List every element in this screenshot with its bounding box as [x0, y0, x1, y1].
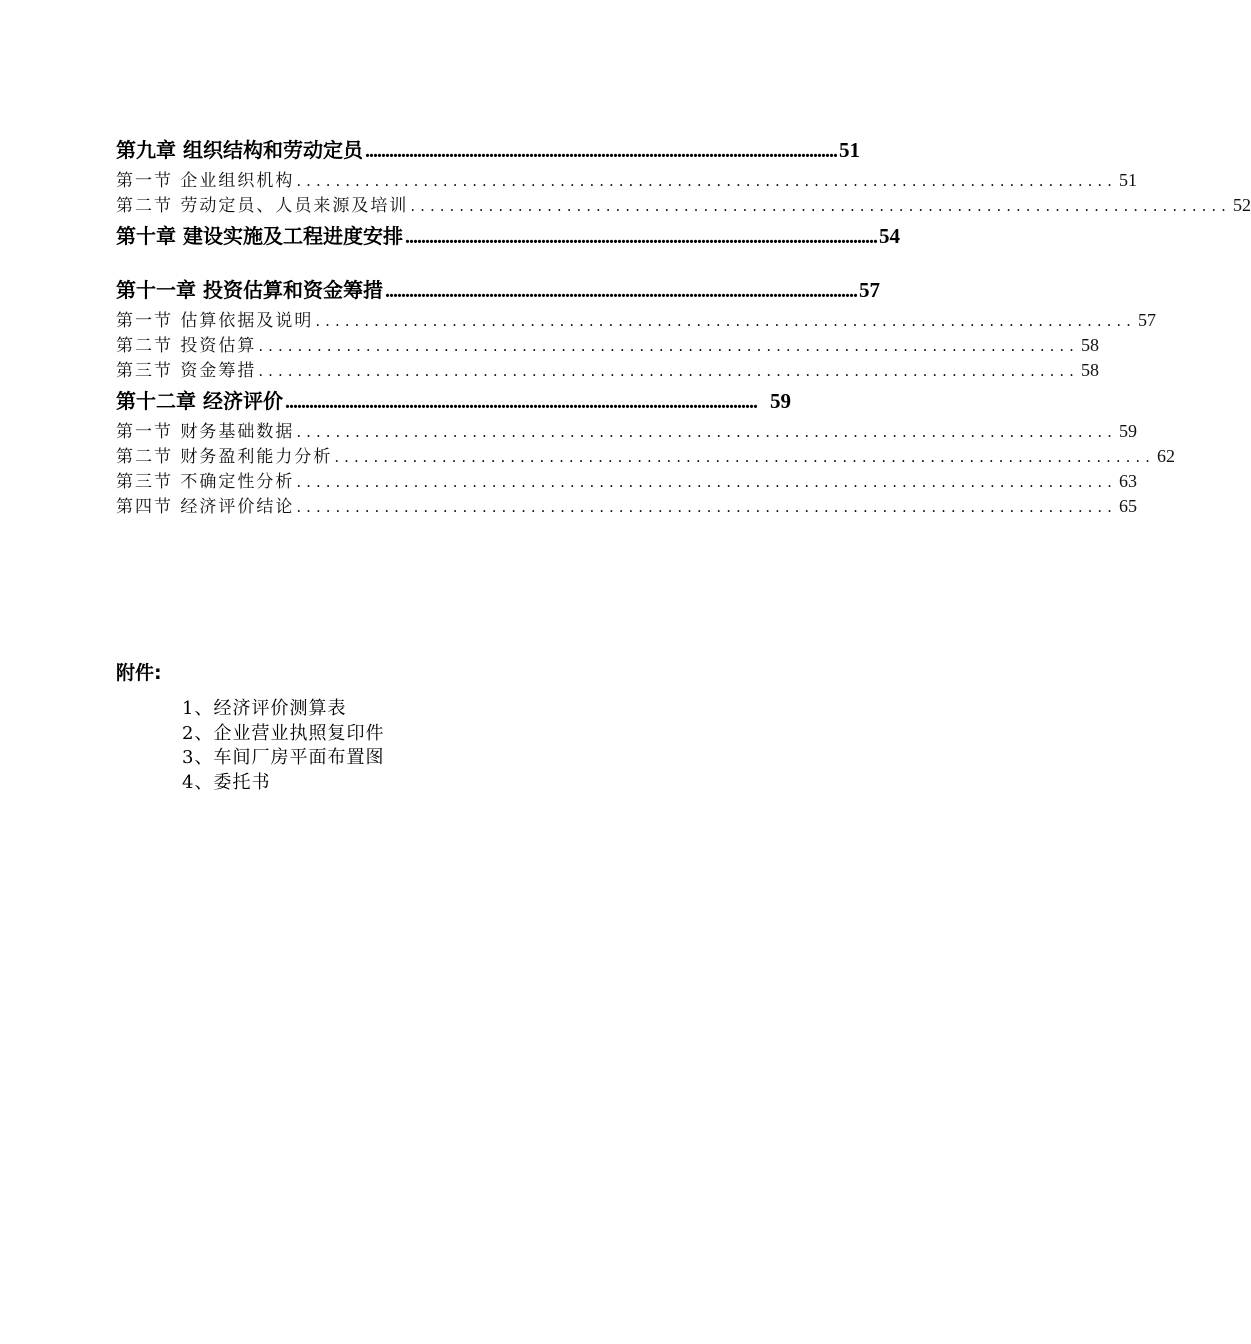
toc-page-number: 62 — [1156, 446, 1175, 466]
toc-section-12-4[interactable] — [116, 494, 1137, 519]
dot-leader: .................................................................................... — [334, 448, 1155, 466]
toc-section-11-1[interactable] — [116, 308, 1156, 333]
dot-leader: .................................................................................... — [410, 197, 1231, 215]
toc-section-12-2[interactable] — [116, 444, 1175, 469]
toc-chapter-title: 第九章 组织结构和劳动定员 — [116, 138, 363, 162]
toc-section-title: 第三节 不确定性分析 — [116, 472, 295, 492]
toc-section-title: 第一节 财务基础数据 — [116, 422, 295, 442]
dot-leader: .................................................................................... — [258, 337, 1079, 355]
attachment-item: 2、企业营业执照复印件 — [182, 722, 385, 744]
toc-section-title: 第二节 财务盈利能力分析 — [116, 447, 333, 467]
toc-page-number: 59 — [770, 389, 791, 413]
toc-section-9-1[interactable] — [116, 168, 1137, 193]
toc-section-title: 第一节 估算依据及说明 — [116, 311, 314, 331]
dot-leader: .................................................................................... — [296, 423, 1117, 441]
toc-page-number: 57 — [1137, 310, 1156, 330]
dot-leader: .................................................................................... — [296, 498, 1117, 516]
toc-section-11-3[interactable] — [116, 358, 1099, 383]
toc-section-12-1[interactable] — [116, 419, 1137, 444]
toc-page-number: 57 — [858, 278, 880, 302]
toc-chapter-12[interactable] — [116, 383, 791, 419]
toc-chapter-title: 第十二章 经济评价 — [116, 389, 283, 413]
dot-leader: ...................................................................................................................... — [384, 280, 857, 302]
toc-section-9-2[interactable] — [116, 193, 1251, 218]
toc-section-11-2[interactable] — [116, 333, 1099, 358]
attachment-item: 3、车间厂房平面布置图 — [182, 747, 385, 768]
toc-section-title: 第二节 劳动定员、人员来源及培训 — [116, 196, 409, 216]
dot-leader: .................................................................................... — [296, 473, 1117, 491]
toc-section-12-3[interactable] — [116, 469, 1137, 494]
attachments-heading: 附件: — [116, 662, 162, 684]
toc-page-number: 58 — [1080, 335, 1099, 355]
dot-leader: ...................................................................................................................... — [284, 391, 757, 413]
toc-chapter-10[interactable] — [116, 218, 900, 254]
dot-leader: ...................................................................................................................... — [364, 140, 837, 162]
toc-page-number: 54 — [878, 224, 900, 248]
toc-chapter-9[interactable] — [116, 132, 860, 168]
attachment-item: 4、委托书 — [182, 771, 271, 793]
toc-section-title: 第二节 投资估算 — [116, 336, 257, 356]
toc-page-number: 58 — [1080, 360, 1099, 380]
toc-chapter-title: 第十章 建设实施及工程进度安排 — [116, 224, 403, 248]
toc-page-number: 63 — [1118, 471, 1137, 491]
dot-leader: .................................................................................... — [296, 172, 1117, 190]
table-of-contents — [116, 132, 1251, 519]
toc-chapter-11[interactable] — [116, 272, 880, 308]
toc-chapter-title: 第十一章 投资估算和资金筹措 — [116, 278, 383, 302]
toc-section-title: 第四节 经济评价结论 — [116, 497, 295, 517]
toc-page-number: 59 — [1118, 421, 1137, 441]
toc-page-number: 52 — [1232, 195, 1251, 215]
toc-page-number: 51 — [1118, 170, 1137, 190]
attachment-item: 1、经济评价测算表 — [182, 698, 347, 719]
attachments-list — [182, 697, 384, 795]
toc-page-number: 51 — [838, 138, 860, 162]
spacer — [116, 254, 791, 272]
toc-page-number: 65 — [1118, 496, 1137, 516]
toc-section-title: 第一节 企业组织机构 — [116, 171, 295, 191]
toc-section-title: 第三节 资金筹措 — [116, 361, 257, 381]
dot-leader: .................................................................................... — [315, 312, 1136, 330]
dot-leader: .................................................................................... — [258, 362, 1079, 380]
dot-leader: ...................................................................................................................... — [404, 226, 877, 248]
